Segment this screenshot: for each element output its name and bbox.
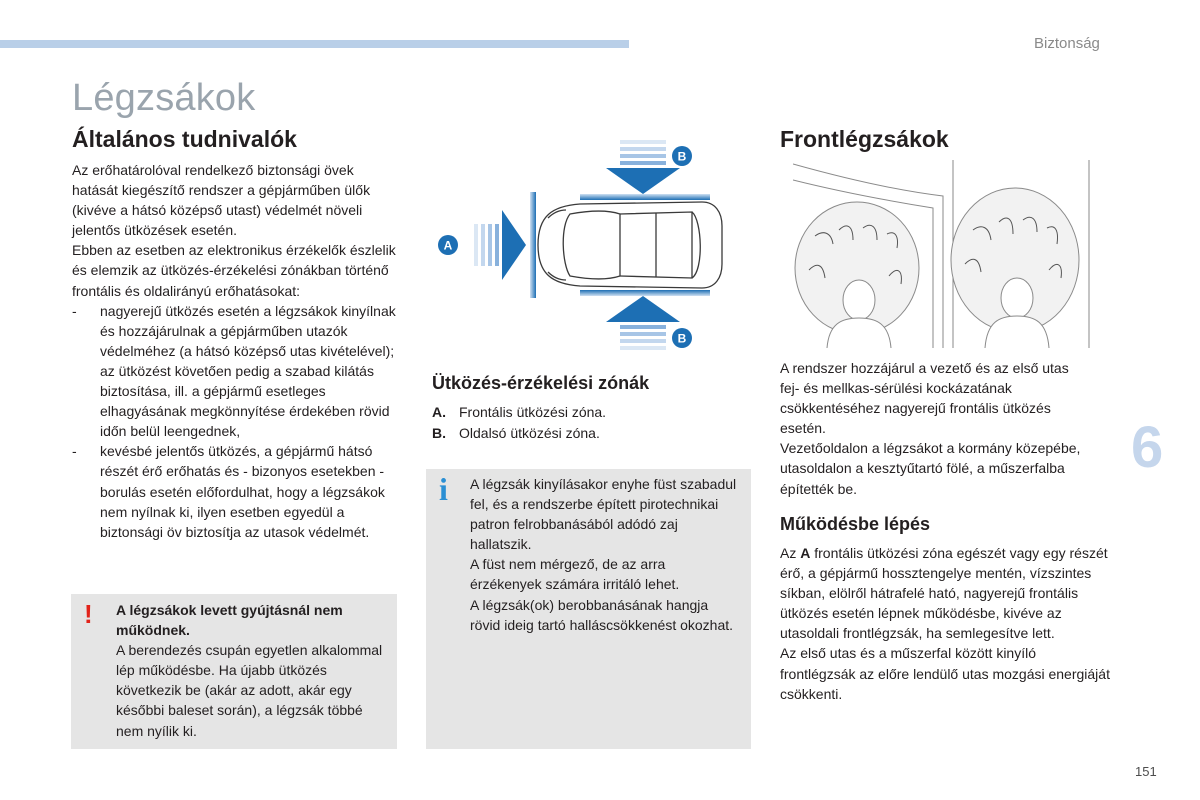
general-paragraph: Ebben az esetben az elektronikus érzékelők észlelik és elemzik az ütközés-érzékelési zónákban történő frontális és oldalirányú erőhatásokat: [72,242,396,299]
front-impact-arrow [474,210,526,280]
front-paragraph: A rendszer hozzájárul a vezető és az első utas fej- és mellkas-sérülési kockázatának csökkentéséhez nagyerejű frontális ütközés esetén. [780,360,1069,437]
warning-content [116,600,384,741]
car-top-view [538,202,722,288]
zone-key: A. [432,404,446,420]
activation-text: Az [780,545,801,561]
zone-key: B. [432,425,446,441]
info-box [426,469,751,749]
list-item: - nagyerejű ütközés esetén a légzsákok kinyílnak és hozzájárulnak a gépjárműben utazók védelméhez (a hátsó középső utas kivételével); az ütközést követően pedig a szabad kilátás biztosítása, ill. a gépjármű esetleges elhagyásának megkönnyítése érdekében rövid időn belül leengednek, [72,301,397,442]
zone-text: Oldalsó ütközési zóna. [459,425,600,441]
side-impact-arrow-top [606,140,680,194]
page-number: 151 [1135,764,1157,779]
front-paragraph: Vezetőoldalon a légzsákot a kormány közepébe, utasoldalon a kesztyűtartó fölé, a műszerfalba építették be. [780,440,1081,497]
side-impact-arrow-bottom [606,296,680,350]
chapter-number: 6 [1131,415,1164,480]
activation-paragraph [780,543,1110,643]
warning-text: A berendezés csupán egyetlen alkalommal lép működésbe. Ha újabb ütközés következik be (akár az adott, akár egy későbbi baleset során), a légzsák többé nem nyílik ki. [116,642,383,739]
general-heading: Általános tudnivalók [72,126,297,152]
label-a [438,235,458,255]
list-item [432,402,606,423]
zones-list [432,402,606,444]
label-b-top [672,146,692,166]
front-zone-bar [530,192,536,298]
zone-a-ref: A [800,545,811,561]
front-body [780,358,1092,499]
page-title: Légzsákok [72,77,256,119]
header-accent-bar [0,40,629,48]
warning-bold: A légzsákok levett gyújtásnál nem működnek. [116,602,343,639]
info-icon: i [439,471,448,507]
front-airbag-illustration [793,160,1096,348]
right-airbag-scene [951,160,1089,348]
crash-zone-diagram [430,134,730,356]
general-bullet-list [72,301,397,542]
info-text: A légzsák kinyílásakor enyhe füst szabadul fel, és a rendszerbe épített pirotechnikai patron felrobbanásából adódó zaj hallatszik. A füst nem mérgező, de az arra érzékenyek számára irritáló lehet. A légzsák(ok) berobbanásának hangja rövid ideig tartó halláscsökkenést okozhat. [470,476,737,633]
label-b-bottom [672,328,692,348]
list-item: - kevésbé jelentős ütközés, a gépjármű hátsó részét érő erőhatás és - bizonyos esetekben - borulás esetén előfordulhat, hogy a légzsákok nem nyílnak ki, ilyen esetben egyedül a biztonsági öv biztosítja az utasok védelmét. [72,441,397,541]
activation-heading: Működésbe lépés [780,514,931,534]
section-label: Biztonság [1034,35,1100,52]
exclamation-icon: ! [84,599,93,629]
zone-text: Frontális ütközési zóna. [459,404,607,420]
list-item [432,423,606,444]
left-airbag-scene [793,164,943,348]
svg-text:A: A [443,238,453,253]
side-zone-bar-top [580,194,710,200]
warning-box [71,594,397,749]
front-heading: Frontlégzsákok [780,126,949,152]
svg-text:B: B [677,149,687,164]
activation-body [780,543,1110,704]
general-body [72,160,397,542]
general-paragraph: Az erőhatárolóval rendelkező biztonsági övek hatását kiegészítő rendszer a gépjárműben ülők (kivéve a hátsó középső utast) védelmét növeli jelentős ütközések esetén. [72,162,371,239]
zones-heading: Ütközés-érzékelési zónák [432,373,650,393]
activation-paragraph: Az első utas és a műszerfal között kinyíló frontlégzsák az előre lendülő utas mozgási energiáját csökkenti. [780,645,1110,702]
side-zone-bar-bottom [580,290,710,296]
activation-text: frontális ütközési zóna egészét vagy egy részét érő, a gépjármű hossztengelye mentén, vízszintes síkban, elölről hátrafelé ható, nagyerejű frontális ütközés esetén lépnek működésbe, kivéve az utasoldali frontlégzsák, ha semlegesítve lett. [780,545,1108,642]
svg-text:B: B [677,331,687,346]
